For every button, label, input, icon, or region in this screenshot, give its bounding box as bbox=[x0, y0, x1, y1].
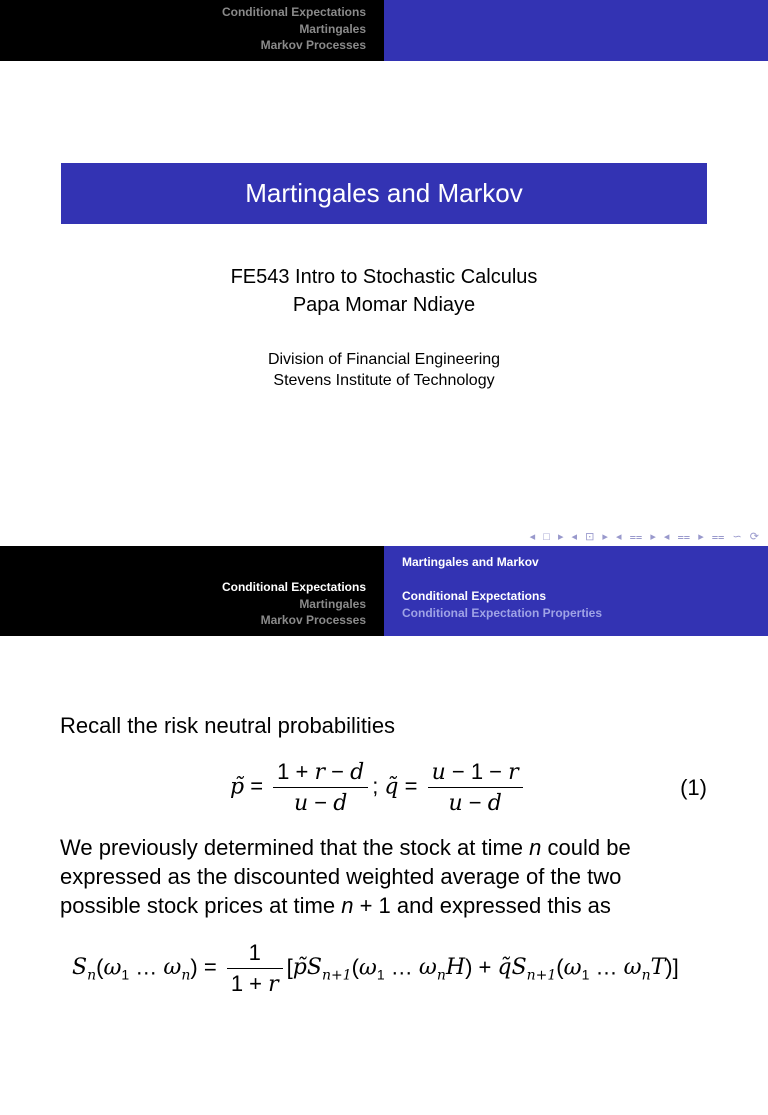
institution-line2: Stevens Institute of Technology bbox=[273, 372, 495, 389]
nav-prev-subsection-icon[interactable]: ◂ bbox=[616, 531, 623, 543]
nav-slide-icon[interactable]: ⊡ bbox=[585, 531, 596, 543]
footer-author: Papa Momar Ndiaye bbox=[260, 1101, 375, 1115]
header-right-panel bbox=[384, 0, 768, 61]
paragraph bbox=[60, 833, 631, 920]
footer-course: FE543 Intro to Stochastic Calculus bbox=[22, 1101, 220, 1115]
slide-title: Martingales and Markov bbox=[245, 178, 523, 208]
current-section[interactable]: Conditional Expectations bbox=[402, 589, 547, 603]
nav-section-martingales[interactable]: Martingales bbox=[299, 596, 366, 611]
nav-section-martingales[interactable]: Martingales bbox=[299, 21, 366, 36]
nav-next-frame-icon[interactable]: ▸ bbox=[557, 531, 565, 543]
course-name: FE543 Intro to Stochastic Calculus bbox=[230, 266, 538, 288]
title-block bbox=[0, 263, 768, 319]
slide-title-box bbox=[61, 163, 707, 224]
paragraph-line-2: expressed as the discounted weighted average of the two bbox=[60, 864, 622, 889]
equation-number: (1) bbox=[680, 775, 707, 800]
header-section-nav bbox=[222, 4, 366, 54]
paragraph-line-3: possible stock prices at time n + 1 and expressed this as bbox=[60, 893, 611, 918]
institution-block bbox=[0, 349, 768, 391]
nav-next-slide-icon[interactable]: ▸ bbox=[602, 531, 609, 543]
nav-section-markov-processes[interactable]: Markov Processes bbox=[260, 38, 366, 52]
beamer-navigation-bar bbox=[527, 530, 760, 544]
nav-next-section-icon[interactable]: ▸ bbox=[698, 531, 705, 543]
nav-back-icon[interactable]: ⟳ bbox=[749, 531, 760, 543]
nav-document-icon[interactable]: ⩵ bbox=[711, 531, 726, 543]
nav-prev-section-icon[interactable]: ◂ bbox=[663, 531, 671, 543]
current-section-block bbox=[402, 588, 602, 622]
nav-section-conditional-expectations[interactable]: Conditional Expectations bbox=[221, 580, 366, 594]
author-name: Papa Momar Ndiaye bbox=[292, 294, 476, 316]
slide1-header-band bbox=[0, 0, 768, 61]
nav-next-subsection-icon[interactable]: ▸ bbox=[650, 531, 657, 543]
risk-neutral-equation: p̃ = $\frac{1 + r - d}{u - d}$ ; q̃ = $\frac{u - 1 - r}{u - d}$ bbox=[230, 759, 527, 816]
nav-section-markov-processes[interactable]: Markov Processes bbox=[260, 613, 366, 627]
slide2-section-nav bbox=[222, 579, 366, 629]
nav-prev-frame-icon[interactable]: ◂ bbox=[529, 531, 537, 543]
nav-frame-icon[interactable]: □ bbox=[543, 531, 551, 543]
nav-section-conditional-expectations[interactable]: Conditional Expectations bbox=[221, 5, 366, 19]
footer-talk-title: Martingales and Markov bbox=[402, 555, 539, 569]
nav-subsection-icon[interactable]: ⩵ bbox=[629, 531, 644, 543]
nav-section-icon[interactable]: ⩵ bbox=[677, 531, 692, 543]
institution-line1: Division of Financial Engineering bbox=[267, 351, 501, 368]
nav-prev-slide-icon[interactable]: ◂ bbox=[571, 531, 579, 543]
recall-text: Recall the risk neutral probabilities bbox=[60, 713, 396, 738]
header-left-panel bbox=[0, 0, 384, 61]
stock-price-equation: $S_n(\omega_1$ … $\omega_n$) = $\frac{1}{1 + r}$ [$p̃S_{n+1}(\omega_1$ … $\omega_nH$) + $q̃S_{n+1}(\omega_1$ … $\omega_nT$)] bbox=[72, 940, 679, 997]
nav-search-icon[interactable]: ∽ bbox=[732, 531, 743, 543]
paragraph-line-1: We previously determined that the stock at time n could be bbox=[60, 835, 631, 860]
current-subsection[interactable]: Conditional Expectation Properties bbox=[402, 606, 603, 620]
